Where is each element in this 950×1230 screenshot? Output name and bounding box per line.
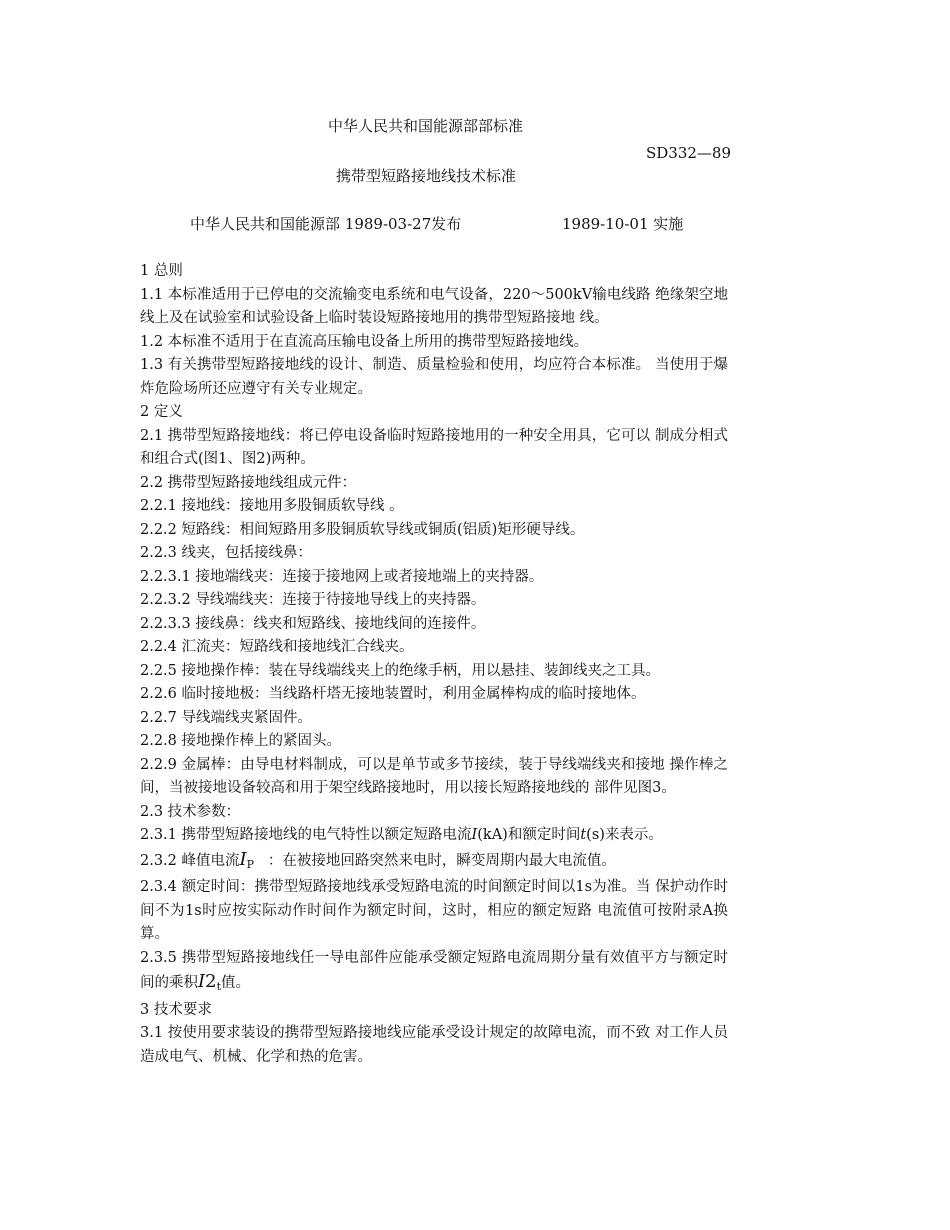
section-heading: 1 总则 xyxy=(140,263,183,279)
clause-2-2: 2.2 携带型短路接地线组成元件： xyxy=(140,474,357,491)
clause-2-2-9: 2.2.9 金属棒：由导电材料制成，可以是单节或多节接续，装于导线端线夹和接地 操作棒之间，当被接地设备较高和用于架空线路接地时，用以接长短路接地线的 部件见图3。 xyxy=(140,756,728,796)
document-title: 携带型短路接地线技术标准 xyxy=(336,167,517,185)
issuing-organization: 中华人民共和国能源部部标准 xyxy=(328,117,524,135)
clause-2-2-3: 2.2.3 线夹，包括接线鼻： xyxy=(140,545,313,561)
clause-2-2-2: 2.2.2 短路线：相间短路用多股铜质软导线或铜质(铝质)矩形硬导线。 xyxy=(140,521,585,538)
document-body xyxy=(140,260,728,1069)
clause-2-3-5 xyxy=(140,947,728,999)
clause-2-2-3-2: 2.2.3.2 导线端线夹：连接于待接地导线上的夹持器。 xyxy=(140,592,486,608)
clause-text: 2.3.5 携带型短路接地线任一导电部件应能承受额定短路电流周期分量有效值平方与额定时间的乘积 xyxy=(140,949,728,991)
clause-text: 2.3.1 携带型短路接地线的电气特性以额定短路电流 xyxy=(140,827,472,843)
clause-2-2-4: 2.2.4 汇流夹：短路线和接地线汇合线夹。 xyxy=(140,639,414,655)
time-subscript: t xyxy=(216,980,221,993)
clause-2-2-6: 2.2.6 临时接地极：当线路杆塔无接地装置时，利用金属棒构成的临时接地体。 xyxy=(140,686,646,702)
clause-2-2-5: 2.2.5 接地操作棒：装在导线端线夹上的绝缘手柄，用以悬挂、装卸线夹之工具。 xyxy=(140,662,661,679)
clause-2-2-3-3: 2.2.3.3 接线鼻：线夹和短路线、接地线间的连接件。 xyxy=(140,615,486,632)
clause-2-3-4: 2.3.4 额定时间：携带型短路接地线承受短路电流的时间额定时间以1s为准。当 保护动作时间不为1s时应按实际动作时间作为额定时间，这时，相应的额定短路 电流值可按附录A换算。 xyxy=(140,879,728,942)
clause-2-3-1 xyxy=(140,824,728,848)
clause-text: 2.3.2 峰值电流 xyxy=(140,852,240,869)
clause-3-1: 3.1 按使用要求装设的携带型短路接地线应能承受设计规定的故障电流，而不致 对工作人员造成电气、机械、化学和热的危害。 xyxy=(140,1025,728,1065)
clause-1-3: 1.3 有关携带型短路接地线的设计、制造、质量检验和使用，均应符合本标准。 当使用于爆炸危险场所还应遵守有关专业规定。 xyxy=(140,357,728,397)
standard-code: SD332—89 xyxy=(646,144,732,162)
publication-line: 中华人民共和国能源部 1989-03-27发布 xyxy=(190,215,462,233)
time-symbol: t xyxy=(580,827,587,843)
peak-current-symbol: I xyxy=(239,848,247,870)
section-heading: 2 定义 xyxy=(140,404,183,420)
effective-date: 1989-10-01 实施 xyxy=(562,215,684,233)
clause-2-2-1: 2.2.1 接地线：接地用多股铜质软导线 。 xyxy=(140,498,404,514)
clause-text: ：在被接地回路突然来电时，瞬变周期内最大电流值。 xyxy=(267,852,616,869)
clause-2-2-8: 2.2.8 接地操作棒上的紧固头。 xyxy=(140,733,342,749)
clause-2-3-2 xyxy=(140,848,728,877)
clause-2-2-7: 2.2.7 导线端线夹紧固件。 xyxy=(140,709,313,726)
clause-1-2: 1.2 本标准不适用于在直流高压输电设备上所用的携带型短路接地线。 xyxy=(140,333,589,350)
peak-subscript: P xyxy=(246,857,255,871)
clause-2-3: 2.3 技术参数： xyxy=(140,803,241,820)
current-symbol: I xyxy=(198,971,206,992)
current-symbol: I xyxy=(471,827,478,843)
clause-text: (kA)和额定时间 xyxy=(477,827,581,843)
clause-2-2-3-1: 2.2.3.1 接地端线夹：连接于接地网上或者接地端上的夹持器。 xyxy=(140,568,544,585)
clause-text: 值。 xyxy=(221,975,250,991)
power-symbol: 2 xyxy=(205,971,217,992)
section-heading: 3 技术要求 xyxy=(140,1001,212,1018)
clause-2-1: 2.1 携带型短路接地线：将已停电设备临时短路接地用的一种安全用具，它可以 制成分相式和组合式(图1、图2)两种。 xyxy=(140,427,728,467)
clause-text: (s)来表示。 xyxy=(586,827,663,843)
clause-1-1: 1.1 本标准适用于已停电的交流输变电系统和电气设备，220～500kV输电线路 绝缘架空地线上及在试验室和试验设备上临时装设短路接地用的携带型短路接地 线。 xyxy=(140,286,728,326)
